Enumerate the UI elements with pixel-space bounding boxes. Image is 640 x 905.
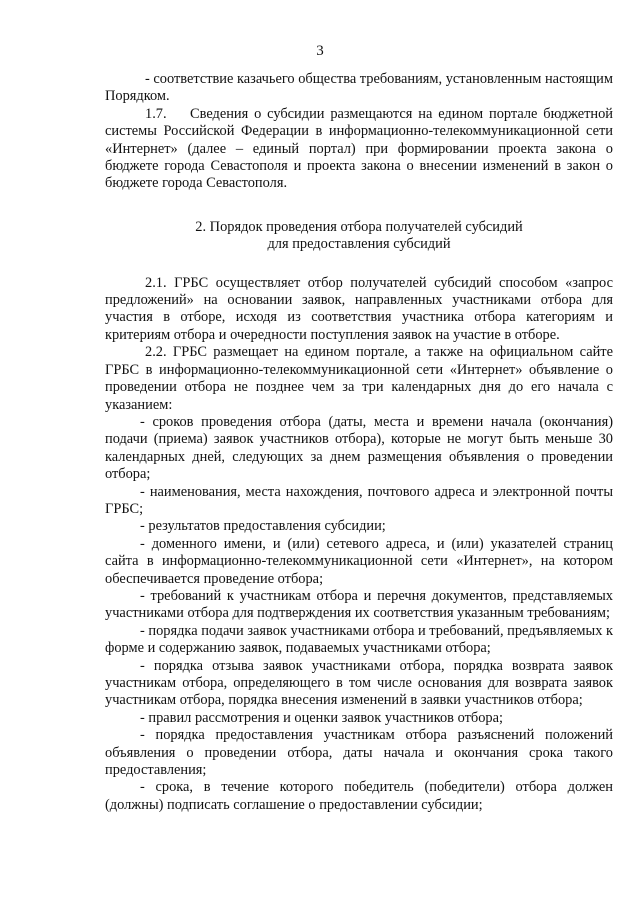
page-number: 3 [316, 43, 324, 59]
list-item-clarifications: - порядка предоставления участникам отбора разъяснений положений объявления о проведении отбора, даты начала и окончания срока такого предоставления; [105, 727, 613, 779]
list-item-review-rules: - правил рассмотрения и оценки заявок участников отбора; [140, 709, 503, 726]
paragraph-2-1: 2.1. ГРБС осуществляет отбор получателей субсидий способом «запрос предложений» на основании заявок, направленных участниками отбора для участия в отборе, исходя из соответствия участника отбора категориям и критериям отбора и очередности поступления заявок на участие в отборе. [105, 274, 613, 343]
list-item-results: - результатов предоставления субсидии; [140, 518, 386, 535]
section-2-heading-line-2: для предоставления субсидий [267, 236, 451, 253]
paragraph-compliance-item: - соответствие казачьего общества требованиям, установленным настоящим Порядком. [105, 71, 613, 105]
paragraph-1-7: 1.7. Сведения о субсидии размещаются на едином портале бюджетной системы Российской Федерации в информационно-телекоммуникационной сети «Интернет» (далее – единый портал) при формировании проекта закона о бюджете города Севастополя и проекта закона о внесении изменений в закон о бюджете города Севастополя. [105, 105, 613, 192]
list-item-withdrawal-order: - порядка отзыва заявок участниками отбора, порядка возврата заявок участникам отбора, определяющего в том числе основания для возврата заявок участникам отбора, порядка внесения изменений в заявки участников отбора; [105, 657, 613, 709]
list-item-domain: - доменного имени, и (или) сетевого адреса, и (или) указателей страниц сайта в информационно-телекоммуникационной сети «Интернет», на котором обеспечивается проведение отбора; [105, 535, 613, 587]
list-item-signing-deadline: - срока, в течение которого победитель (победители) отбора должен (должны) подписать соглашение о предоставлении субсидии; [105, 779, 613, 813]
list-item-deadlines: - сроков проведения отбора (даты, места и времени начала (окончания) подачи (приема) заявок участников отбора), которые не могут быть меньше 30 календарных дней, следующих за днем размещения объявления о проведении отбора; [105, 413, 613, 483]
paragraph-2-2: 2.2. ГРБС размещает на едином портале, а также на официальном сайте ГРБС в информационно-телекоммуникационной сети «Интернет» объявление о проведении отбора не позднее чем за три календарных дня до его начала с указанием: [105, 344, 613, 413]
list-item-name-address: - наименования, места нахождения, почтового адреса и электронной почты ГРБС; [105, 483, 613, 517]
page-content [105, 71, 613, 814]
list-item-requirements: - требований к участникам отбора и перечня документов, представляемых участниками отбора для подтверждения их соответствия указанным требованиям; [105, 587, 613, 622]
section-2-heading [105, 219, 613, 254]
list-item-submission-order: - порядка подачи заявок участниками отбора и требований, предъявляемых к форме и содержанию заявок, подаваемых участниками отбора; [105, 622, 613, 657]
section-2-heading-line-1: 2. Порядок проведения отбора получателей субсидий [195, 218, 523, 235]
